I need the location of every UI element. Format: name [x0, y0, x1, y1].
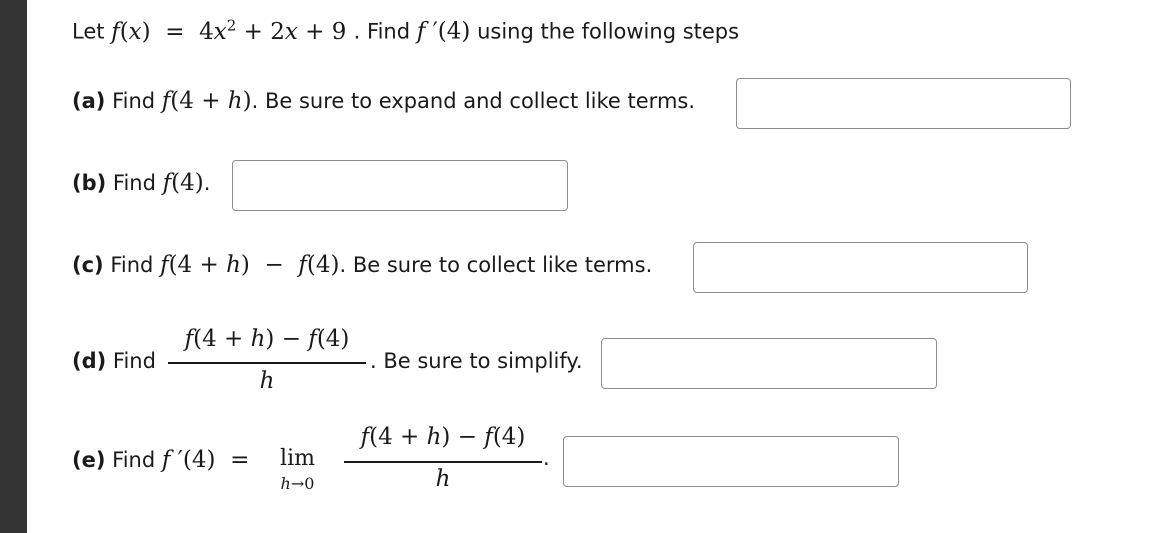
part-e-numerator: f(4 + h) − f(4)	[360, 424, 526, 450]
part-d-answer-input[interactable]	[601, 338, 937, 389]
part-b-label: (b)	[72, 171, 107, 195]
part-e-fraction-bar	[344, 461, 542, 463]
part-a-prompt	[72, 90, 695, 113]
part-e-denominator: h	[435, 466, 451, 492]
part-d-denominator: h	[259, 368, 275, 394]
problem-statement	[72, 18, 739, 44]
part-e-lim-subscript: h→0	[280, 474, 315, 493]
part-c-label: (c)	[72, 253, 104, 277]
part-e-lim: lim	[280, 446, 315, 471]
part-d-find: Find	[112, 349, 156, 373]
part-a-answer-input[interactable]	[736, 78, 1071, 129]
part-e-prompt-start	[72, 449, 249, 472]
intro-target: f ′(4)	[416, 18, 471, 45]
part-c-expr: f(4 + h) − f(4)	[160, 252, 340, 278]
part-d-prompt-start	[72, 351, 156, 372]
part-a-find: Find	[112, 89, 156, 113]
part-d-instruction: . Be sure to simplify.	[370, 349, 583, 373]
part-b-find: Find	[112, 171, 156, 195]
intro-find: . Find	[353, 19, 411, 44]
part-a-instruction: . Be sure to expand and collect like terms.	[251, 89, 696, 113]
intro-prefix: Let	[72, 19, 105, 44]
part-e-answer-input[interactable]	[563, 436, 899, 487]
function-definition: $f(x) = 4x^2 + 2x + 9$	[111, 16, 354, 45]
part-a-label: (a)	[72, 89, 106, 113]
part-b-prompt	[72, 172, 210, 195]
part-a-expr: f(4 + h)	[161, 88, 252, 114]
part-b-expr: f(4)	[162, 170, 204, 196]
part-c-instruction: . Be sure to collect like terms.	[339, 253, 653, 277]
part-d-fraction-bar	[168, 362, 366, 364]
part-c-answer-input[interactable]	[693, 242, 1028, 293]
part-c-find: Find	[110, 253, 154, 277]
part-d-numerator: f(4 + h) − f(4)	[184, 326, 350, 352]
intro-suffix: using the following steps	[477, 19, 740, 44]
part-e-lhs: f ′(4) =	[161, 447, 250, 473]
part-b-answer-input[interactable]	[232, 160, 568, 211]
part-e-label: (e)	[72, 448, 106, 472]
left-edge-bar	[0, 0, 27, 533]
part-d-label: (d)	[72, 349, 107, 373]
part-e-find: Find	[112, 448, 156, 472]
part-c-prompt	[72, 254, 652, 277]
part-e-instruction: .	[543, 446, 550, 470]
part-b-instruction: .	[203, 171, 211, 195]
